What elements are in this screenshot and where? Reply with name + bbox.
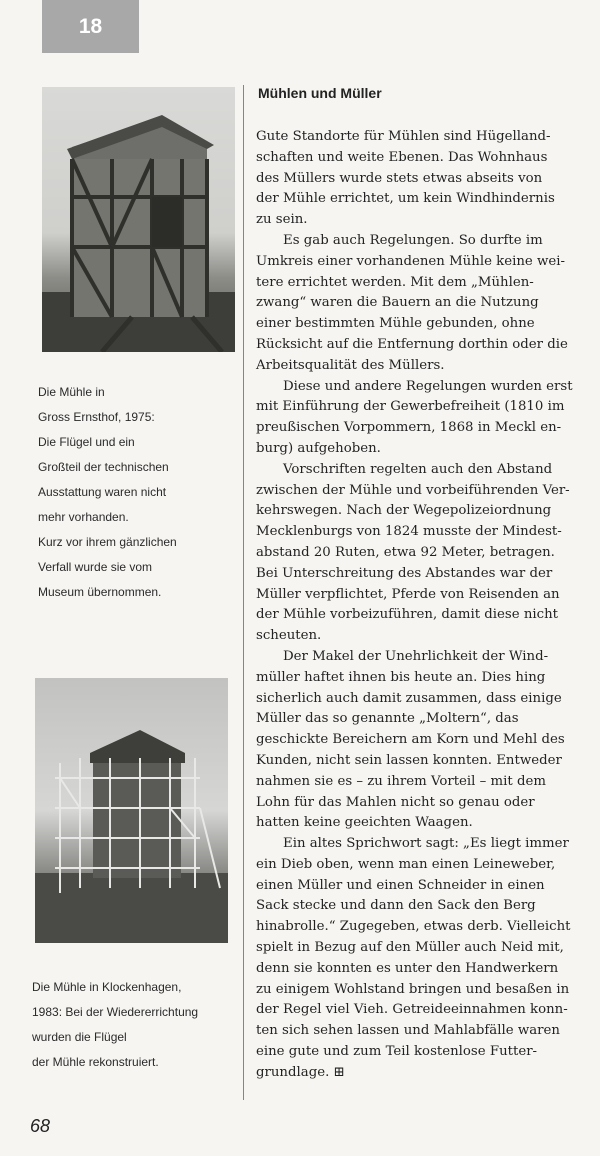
body-line: mit Einführung der Gewerbefreiheit (1810 im xyxy=(256,399,565,415)
body-line: Müller verpflichtet, Pferde von Reisenden an xyxy=(256,586,560,602)
body-line: grundlage. ⊞ xyxy=(256,1064,345,1080)
body-line: ten sich sehen lassen und Mahlabfälle waren xyxy=(256,1023,560,1039)
body-line: der Regel viel Vieh. Getreideeinnahmen konn- xyxy=(256,1002,568,1018)
body-line: preußischen Vorpommern, 1868 in Meckl en- xyxy=(256,420,562,436)
body-line: Mecklenburgs von 1824 musste der Mindest- xyxy=(256,524,562,540)
body-line: der Mühle errichtet, um kein Windhindernis xyxy=(256,191,555,207)
body-line: sicherlich auch damit zusammen, dass einige xyxy=(256,690,562,706)
body-line: tere errichtet werden. Mit dem „Mühlen- xyxy=(256,274,534,290)
body-line: Gute Standorte für Mühlen sind Hügelland- xyxy=(256,129,551,144)
body-line: Diese und andere Regelungen wurden erst xyxy=(283,378,573,394)
body-line: Rücksicht auf die Entfernung dorthin oder die xyxy=(256,336,568,352)
caption-line: Verfall wurde sie vom xyxy=(38,560,153,574)
body-line: Müller das so genannte „Moltern“, das xyxy=(256,711,519,727)
chapter-number-badge: 18 xyxy=(42,0,139,53)
body-line: geschickte Bereichern am Korn und Mehl des xyxy=(256,732,565,748)
photo-caption-1 xyxy=(38,380,228,605)
body-line: Bei Unterschreitung des Abstandes war der xyxy=(256,565,553,581)
body-line: hinabrolle.“ Zugegeben, etwas derb. Vielleicht xyxy=(256,919,571,935)
body-line: Arbeitsqualität des Müllers. xyxy=(256,357,445,373)
body-line: Vorschriften regelten auch den Abstand xyxy=(283,461,553,477)
photo-windmill-klockenhagen xyxy=(35,678,228,943)
article-body xyxy=(256,127,571,1084)
body-line: burg) aufgehoben. xyxy=(256,440,381,456)
caption-line: Gross Ernsthof, 1975: xyxy=(38,410,155,424)
body-line: einen Müller und einen Schneider in einen xyxy=(256,877,545,893)
body-line: spielt in Bezug auf den Müller auch Neid mit, xyxy=(256,940,564,956)
column-divider xyxy=(243,85,244,1100)
body-line: Ein altes Sprichwort sagt: „Es liegt immer xyxy=(283,836,569,852)
body-line: denn sie konnten es unter den Handwerkern xyxy=(256,960,559,976)
caption-line: mehr vorhanden. xyxy=(38,510,129,524)
body-line: schaften und weite Ebenen. Das Wohnhaus xyxy=(256,149,548,165)
body-line: nahmen sie es – zu ihrem Vorteil – mit dem xyxy=(256,773,546,789)
caption-line: Museum übernommen. xyxy=(38,585,162,599)
caption-line: Die Mühle in Klockenhagen, xyxy=(32,980,182,994)
body-line: abstand 20 Ruten, etwa 92 Meter, betragen. xyxy=(256,544,555,560)
body-line: hatten keine geeichten Waagen. xyxy=(256,815,473,831)
body-line: einer bestimmten Mühle gebunden, ohne xyxy=(256,316,535,332)
body-line: zu sein. xyxy=(256,212,308,228)
body-line: Kunden, nicht sein lassen konnten. Entweder xyxy=(256,752,562,768)
photo-caption-2 xyxy=(32,975,232,1075)
body-line: ein Dieb oben, wenn man einen Leineweber, xyxy=(256,856,556,872)
body-line: Sack stecke und dann den Sack den Berg xyxy=(256,898,536,914)
body-line: Umkreis einer vorhandenen Mühle keine wei- xyxy=(256,253,565,269)
caption-line: der Mühle rekonstruiert. xyxy=(32,1055,159,1069)
body-line: Der Makel der Unehrlichkeit der Wind- xyxy=(283,648,549,664)
caption-line: Kurz vor ihrem gänzlichen xyxy=(38,535,177,549)
caption-line: wurden die Flügel xyxy=(32,1030,127,1044)
caption-line: Ausstattung waren nicht xyxy=(38,485,167,499)
body-line: Es gab auch Regelungen. So durfte im xyxy=(283,232,543,248)
body-line: Lohn für das Mahlen nicht so genau oder xyxy=(256,794,535,810)
body-line: zu einigem Wohlstand bringen und besaßen in xyxy=(256,981,570,997)
caption-line: Die Flügel und ein xyxy=(38,435,135,449)
caption-line: 1983: Bei der Wiedererrichtung xyxy=(32,1005,199,1019)
body-line: zwang“ waren die Bauern an die Nutzung xyxy=(256,295,539,311)
caption-line: Großteil der technischen xyxy=(38,460,169,474)
photo-windmill-gross-ernsthof xyxy=(42,87,235,352)
body-line: eine gute und zum Teil kostenlose Futter- xyxy=(256,1044,538,1060)
body-line: scheuten. xyxy=(256,628,322,644)
body-line: müller haftet ihnen bis heute an. Dies hing xyxy=(256,669,546,685)
page-number: 68 xyxy=(30,1116,51,1136)
body-line: zwischen der Mühle und vorbeiführenden Ver- xyxy=(256,482,570,498)
body-line: der Mühle vorbeizuführen, damit diese nicht xyxy=(256,607,559,623)
body-line: des Müllers wurde stets etwas abseits von xyxy=(256,170,543,186)
caption-line: Die Mühle in xyxy=(38,385,105,399)
body-line: kehrswegen. Nach der Wegepolizeiordnung xyxy=(256,503,552,519)
article-title: Mühlen und Müller xyxy=(258,85,382,101)
